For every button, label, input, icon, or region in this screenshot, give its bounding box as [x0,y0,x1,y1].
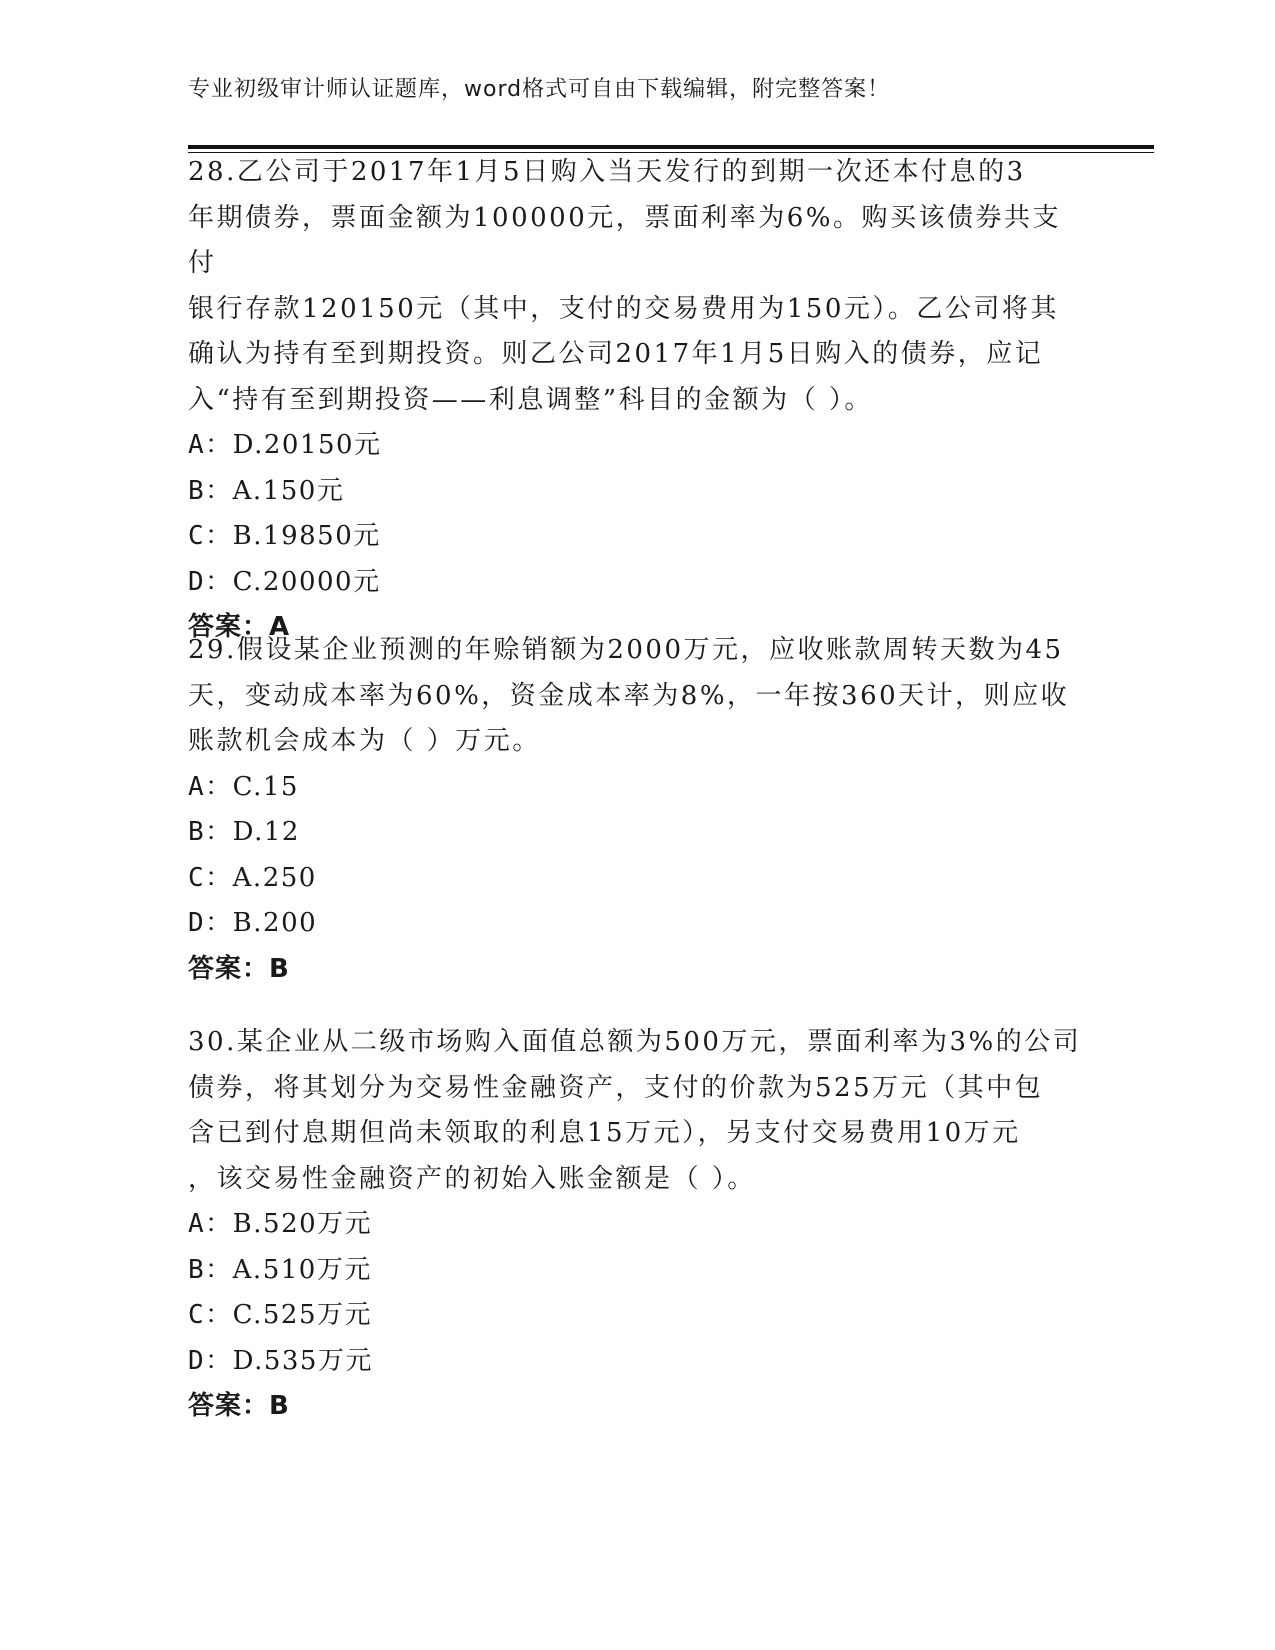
option-b [188,1248,1088,1294]
option-text: B.19850元 [232,521,381,551]
option-label: D： [188,1345,233,1376]
option-c [188,1293,1088,1339]
question-stem-line: 天，变动成本率为60%，资金成本率为8%，一年按360天计，则应收 [188,680,1070,711]
option-d [188,901,1088,947]
option-label: A： [188,771,233,802]
option-text: C.525万元 [232,1300,373,1330]
question-stem-line: 含已到付息期但尚未领取的利息15万元），另支付交易费用10万元 [188,1118,1021,1148]
option-label: C： [188,1300,233,1330]
option-text: C.15 [232,771,299,802]
option-label: C： [188,521,233,551]
option-label: B： [188,817,233,847]
option-c [188,514,1088,560]
option-label: B： [188,475,233,506]
page-header: 专业初级审计师认证题库，word格式可自由下载编辑，附完整答案！ [188,77,891,102]
answer: 答案：B [188,953,290,984]
option-label: B： [188,1254,233,1285]
option-a [188,765,1088,811]
question-stem-line: 确认为持有至到期投资。则乙公司2017年1月5日购入的债券，应记 [188,339,1044,369]
option-label: D： [188,908,233,938]
option-text: A.250 [232,862,317,893]
option-label: A： [188,430,233,460]
option-text: D.535万元 [232,1345,373,1376]
option-label: C： [188,862,233,893]
answer: 答案：A [188,612,291,642]
question-stem-line: 账款机会成本为（ ）万元。 [188,726,541,756]
option-b [188,810,1088,856]
option-d [188,1339,1088,1385]
question-stem-line: 入“持有至到期投资——利息调整”科目的金额为（ ）。 [188,384,873,415]
option-label: A： [188,1209,233,1239]
answer: 答案：B [188,1391,290,1421]
header-rule-thick [188,145,1154,149]
question-stem-line: 29.假设某企业预测的年赊销额为2000万元，应收账款周转天数为45 [188,635,1064,665]
question-30 [188,1020,1088,1430]
option-d [188,560,1088,606]
option-c [188,856,1088,902]
question-stem-line: 30.某企业从二级市场购入面值总额为500万元，票面利率为3%的公司 [188,1027,1082,1057]
question-stem-line: 年期债券，票面金额为100000元，票面利率为6%。购买该债券共支付 [188,202,1061,278]
option-text: B.520万元 [232,1209,373,1239]
option-text: A.150元 [232,475,345,506]
option-text: D.12 [232,817,300,847]
question-28 [188,150,1088,651]
option-b [188,469,1088,515]
option-text: D.20150元 [232,430,382,460]
question-29 [188,628,1088,992]
option-text: B.200 [232,908,318,938]
question-stem-line: ，该交易性金融资产的初始入账金额是（ ）。 [188,1163,756,1194]
question-stem-line: 银行存款120150元（其中，支付的交易费用为150元）。乙公司将其 [188,293,1059,324]
question-stem-line: 28.乙公司于2017年1月5日购入当天发行的到期一次还本付息的3 [188,157,1026,187]
option-a [188,423,1088,469]
option-a [188,1202,1088,1248]
option-label: D： [188,566,233,597]
option-text: C.20000元 [232,566,381,597]
option-text: A.510万元 [232,1254,372,1285]
question-stem-line: 债券，将其划分为交易性金融资产，支付的价款为525万元（其中包 [188,1072,1044,1103]
